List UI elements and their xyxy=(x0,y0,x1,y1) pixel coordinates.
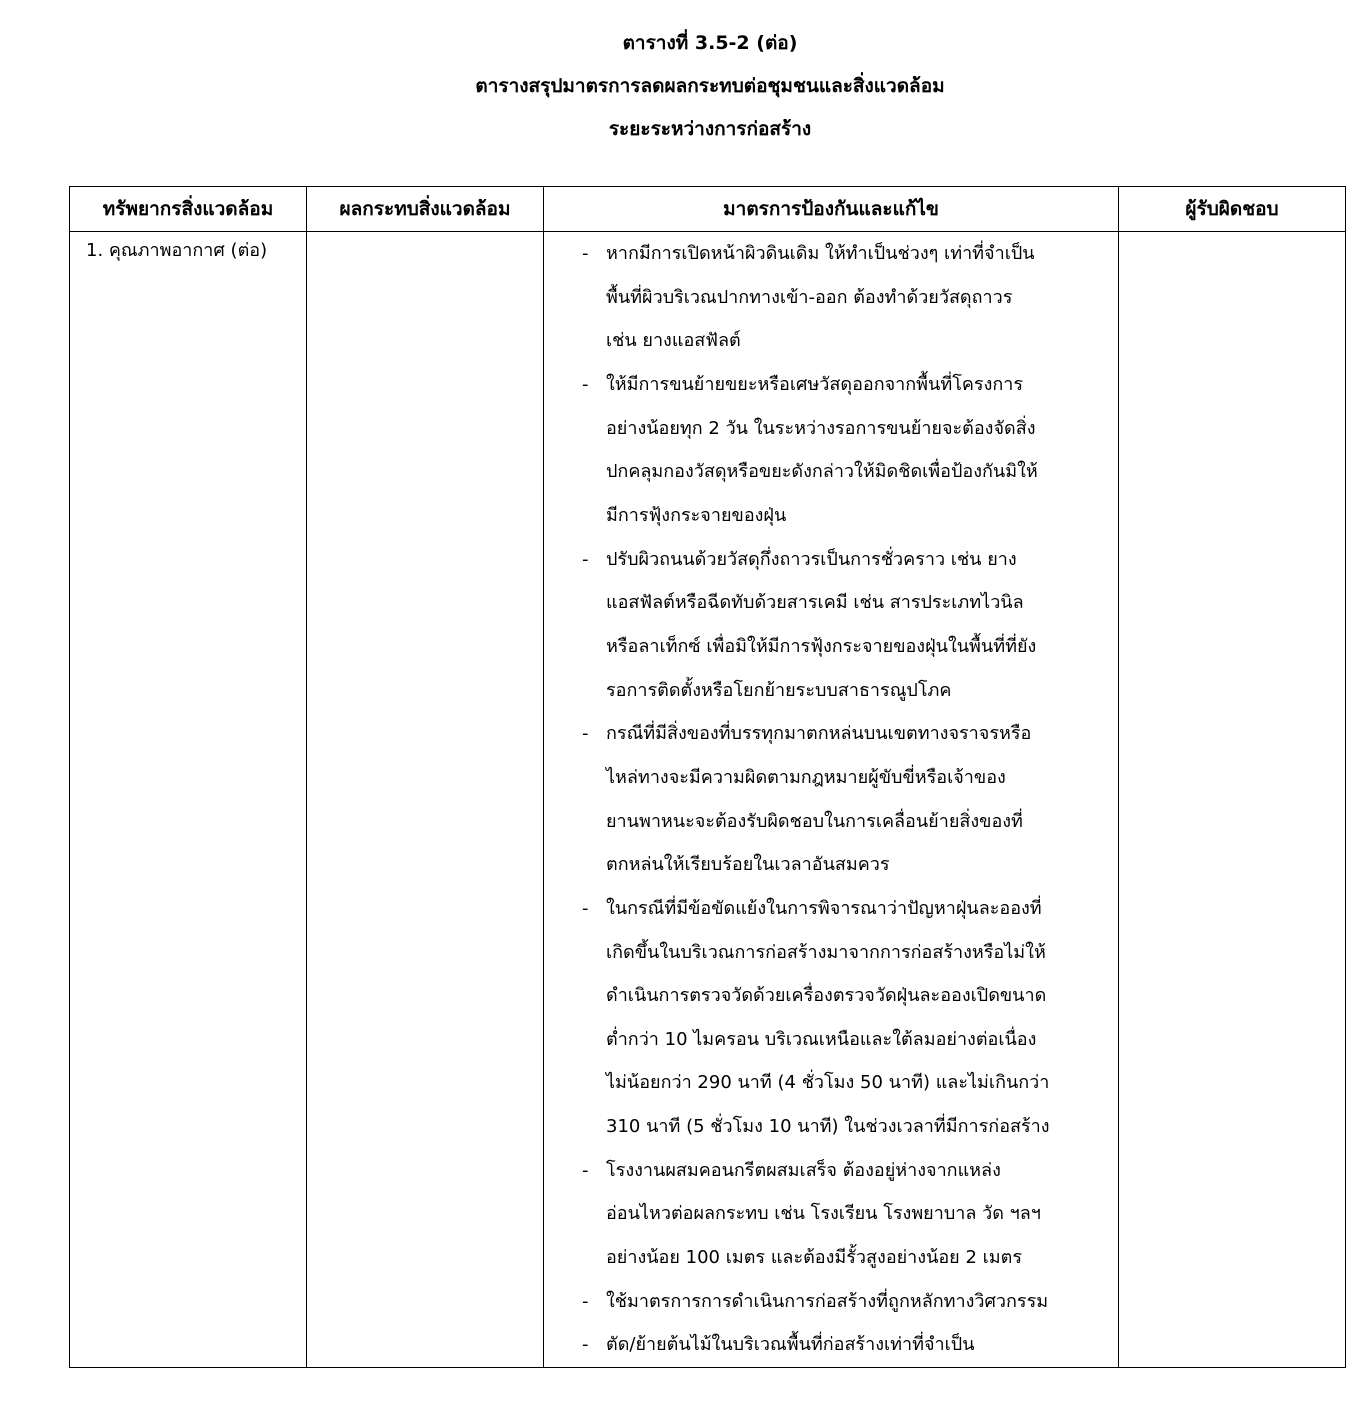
measure-text-line: ต่ำกว่า 10 ไมครอน บริเวณเหนือและใต้ลมอย่างต่อเนื่อง xyxy=(606,1028,1037,1050)
column-header-measures: มาตรการป้องกันและแก้ไข xyxy=(544,187,1119,232)
measure-text-line: เกิดขึ้นในบริเวณการก่อสร้างมาจากการก่อสร้างหรือไม่ให้ xyxy=(606,941,1046,963)
measure-text-line: มีการฟุ้งกระจายของฝุ่น xyxy=(606,504,787,526)
measures-table xyxy=(69,186,1346,1368)
responsible-cell xyxy=(1119,232,1346,1368)
table-row xyxy=(70,232,1346,1368)
bullet-dash: - xyxy=(582,243,589,264)
measures-list xyxy=(544,232,1118,1367)
measure-text-line: ไหล่ทางจะมีความผิดตามกฎหมายผู้ขับขี่หรือเจ้าของ xyxy=(606,766,1006,788)
bullet-dash: - xyxy=(582,897,589,919)
bullet-dash: - xyxy=(582,723,589,745)
measure-text-line: ปรับผิวถนนด้วยวัสดุกึ่งถาวรเป็นการชั่วคราว เช่น ยาง xyxy=(606,548,1017,570)
measure-text-line: ให้มีการขนย้ายขยะหรือเศษวัสดุออกจากพื้นที่โครงการ xyxy=(606,373,1024,395)
measure-text-line: ดำเนินการตรวจวัดด้วยเครื่องตรวจวัดฝุ่นละอองเปิดขนาด xyxy=(606,985,1047,1007)
measure-item xyxy=(568,1149,1118,1280)
measure-item xyxy=(568,538,1118,713)
table-subtitle: ระยะระหว่างการก่อสร้าง xyxy=(608,118,812,140)
measure-text-line: 310 นาที (5 ชั่วโมง 10 นาที) ในช่วงเวลาที่มีการก่อสร้าง xyxy=(606,1116,1050,1138)
measures-cell xyxy=(544,232,1119,1368)
measure-text-line: โรงงานผสมคอนกรีตผสมเสร็จ ต้องอยู่ห่างจากแหล่ง xyxy=(606,1159,1001,1181)
measure-item xyxy=(568,232,1118,363)
measure-text-line: เช่น ยางแอสฟัลต์ xyxy=(606,330,741,352)
column-header-responsible: ผู้รับผิดชอบ xyxy=(1119,187,1346,232)
measure-item xyxy=(568,1323,1118,1367)
measure-text-line: แอสฟัลต์หรือฉีดทับด้วยสารเคมี เช่น สารประเภทไวนิล xyxy=(606,592,1024,614)
measure-text-line: ปกคลุมกองวัสดุหรือขยะดังกล่าวให้มิดชิดเพื่อป้องกันมิให้ xyxy=(606,461,1038,483)
measure-text-line: อย่างน้อยทุก 2 วัน ในระหว่างรอการขนย้ายจะต้องจัดสิ่ง xyxy=(606,417,1036,439)
measure-text-line: ตัด/ย้ายต้นไม้ในบริเวณพื้นที่ก่อสร้างเท่าที่จำเป็น xyxy=(606,1334,975,1356)
bullet-dash: - xyxy=(582,1159,589,1181)
bullet-dash: - xyxy=(582,548,589,570)
measure-text-line: อ่อนไหวต่อผลกระทบ เช่น โรงเรียน โรงพยาบาล วัด ฯลฯ xyxy=(606,1203,1041,1225)
bullet-dash: - xyxy=(582,1290,589,1312)
measure-text-line: ยานพาหนะจะต้องรับผิดชอบในการเคลื่อนย้ายสิ่งของที่ xyxy=(606,810,1023,832)
table-header-row xyxy=(70,187,1346,232)
measure-text-line: ในกรณีที่มีข้อขัดแย้งในการพิจารณาว่าปัญหาฝุ่นละอองที่ xyxy=(606,897,1042,919)
measure-item xyxy=(568,363,1118,538)
table-number-title: ตารางที่ 3.5-2 (ต่อ) xyxy=(622,32,798,54)
resource-label: 1. คุณภาพอากาศ (ต่อ) xyxy=(86,240,268,261)
column-header-impact: ผลกระทบสิ่งแวดล้อม xyxy=(307,187,544,232)
measure-text-line: ใช้มาตรการการดำเนินการก่อสร้างที่ถูกหลักทางวิศวกรรม xyxy=(606,1290,1049,1312)
measure-item xyxy=(568,1280,1118,1324)
column-header-resource: ทรัพยากรสิ่งแวดล้อม xyxy=(70,187,307,232)
measure-text-line: รอการติดตั้งหรือโยกย้ายระบบสาธารณูปโภค xyxy=(606,679,952,701)
bullet-dash: - xyxy=(582,1334,589,1356)
measure-text-line: หรือลาเท็กซ์ เพื่อมิให้มีการฟุ้งกระจายของฝุ่นในพื้นที่ที่ยัง xyxy=(606,635,1037,657)
document-header xyxy=(0,22,1357,151)
measure-item xyxy=(568,887,1118,1149)
measure-text-line: หากมีการเปิดหน้าผิวดินเดิม ให้ทำเป็นช่วงๆ เท่าที่จำเป็น xyxy=(606,243,1035,264)
measure-text-line: ไม่น้อยกว่า 290 นาที (4 ชั่วโมง 50 นาที) และไม่เกินกว่า xyxy=(606,1072,1050,1094)
measure-item xyxy=(568,712,1118,887)
measure-text-line: อย่างน้อย 100 เมตร และต้องมีรั้วสูงอย่างน้อย 2 เมตร xyxy=(606,1247,1023,1269)
impact-cell xyxy=(307,232,544,1368)
table-title: ตารางสรุปมาตรการลดผลกระทบต่อชุมชนและสิ่งแวดล้อม xyxy=(475,75,945,97)
measure-text-line: พื้นที่ผิวบริเวณปากทางเข้า-ออก ต้องทำด้วยวัสดุถาวร xyxy=(606,286,1013,308)
measure-text-line: กรณีที่มีสิ่งของที่บรรทุกมาตกหล่นบนเขตทางจราจรหรือ xyxy=(606,723,1032,745)
resource-cell xyxy=(70,232,307,1368)
measure-text-line: ตกหล่นให้เรียบร้อยในเวลาอันสมควร xyxy=(606,854,890,876)
bullet-dash: - xyxy=(582,373,589,395)
